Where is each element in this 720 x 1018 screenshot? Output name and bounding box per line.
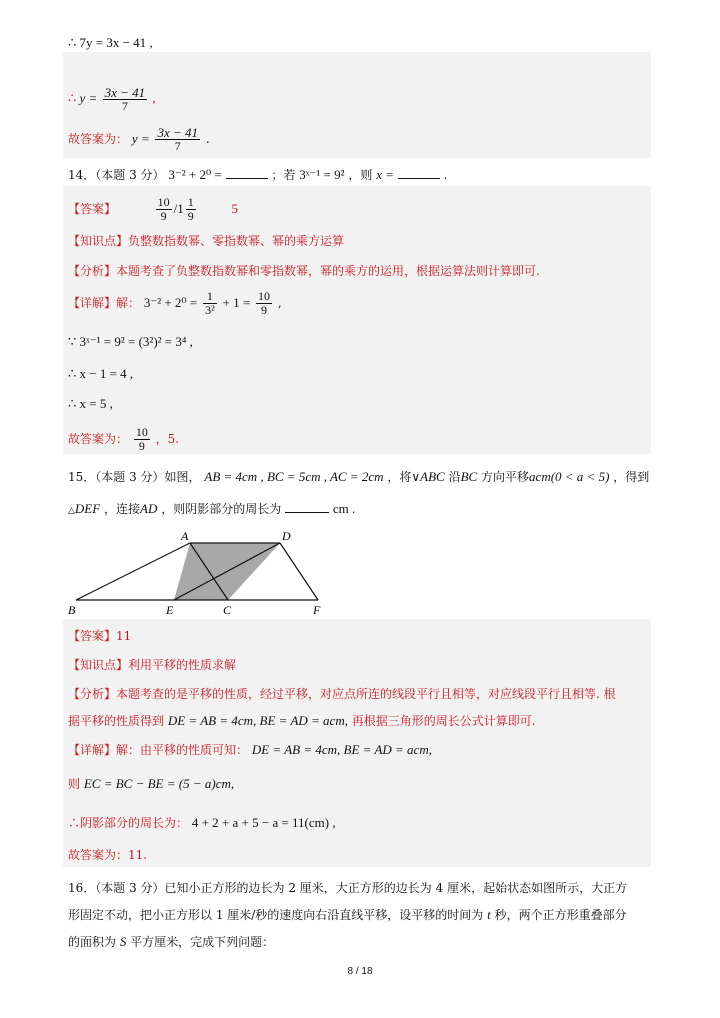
q14-analysis: 【分析】本题考查了负整数指数幂和零指数幂，幂的乘方的运用，根据运算法则计算即可. (68, 264, 540, 278)
label-a: A (181, 529, 189, 543)
page-number: 8 / 18 (347, 966, 373, 977)
answer-blank (285, 500, 329, 513)
q15-answer: 【答案】11 (68, 629, 132, 643)
label-c: C (223, 603, 232, 617)
question-15-stem-1: 15．（本题 3 分）如图， AB = 4cm , BC = 5cm , AC = 2cm ，将∨ABC 沿BC 方向平移acm(0 < a < 5) ，得到 (68, 469, 650, 484)
label-f: F (313, 603, 321, 617)
label-b: B (68, 603, 76, 617)
segment-ab (76, 543, 190, 600)
q14-step-c: ∴ x − 1 = 4 , (68, 366, 134, 381)
q15-step-c: ∴阴影部分的周长为： 4 + 2 + a + 5 − a = 11(cm) , (68, 815, 336, 830)
q15-knowledge: 【知识点】利用平移的性质求解 (68, 658, 237, 672)
answer-block-14 (63, 186, 651, 454)
question-15-stem-2: △DEF ，连接AD ，则阴影部分的周长为 cm . (68, 501, 356, 516)
q14-step-d: ∴ x = 5 , (68, 396, 113, 411)
q15-detail: 【详解】解：由平移的性质可知： DE = AB = 4cm, BE = AD = acm, (68, 742, 432, 757)
question-14-stem: 14．（本题 3 分） 3⁻² + 2⁰ = ；若 3ˣ⁻¹ = 9² ，则 x = . (68, 167, 448, 182)
label-e: E (166, 603, 174, 617)
answer-blank (226, 166, 268, 179)
question-16-line-3: 的面积为 S 平方厘米，完成下列问题： (68, 934, 275, 949)
equation-line-y: ∴ y = $\frac{3x - 41}{7}$ , (68, 85, 156, 113)
q15-final: 故答案为：11. (68, 848, 148, 862)
equation-line-7y: ∴ 7y = 3x − 41 , (68, 35, 153, 50)
q15-step-b: 则 EC = BC − BE = (5 − a)cm, (68, 776, 235, 791)
question-16-line-1: 16．（本题 3 分）已知小正方形的边长为 2 厘米，大正方形的边长为 4 厘米，起始状态如图所示，大正方 (68, 881, 628, 895)
final-answer-previous: 故答案为： y = $\frac{3x - 41}{7}$ . (68, 125, 210, 153)
answer-blank (398, 166, 440, 179)
q14-knowledge: 【知识点】负整数指数幂、零指数幂、幂的乘方运算 (68, 234, 345, 248)
q14-final: 故答案为： $\frac{10}{9}$ ，5. (68, 425, 180, 453)
q14-answer: 【答案】 $\frac{10}{9}$ /1 $\frac{1}{9}$ 5 (68, 195, 238, 223)
q14-detail: 【详解】解： 3⁻² + 2⁰ = $\frac{1}{\text{3²}}$ + 1 = $\frac{10}{9}$ , (68, 289, 282, 317)
translation-figure (62, 526, 342, 618)
segment-df (280, 543, 318, 600)
q14-step-b: ∵ 3ˣ⁻¹ = 9² = (3²)² = 3⁴ , (68, 334, 193, 349)
q15-analysis-1: 【分析】本题考查的是平移的性质，经过平移，对应点所连的线段平行且相等，对应线段平行且相等. 根 (68, 687, 616, 701)
label-d: D (282, 529, 291, 543)
question-16-line-2: 形固定不动，把小正方形以 1 厘米/秒的速度向右沿直线平移，设平移的时间为 t 秒，两个正方形重叠部分 (68, 907, 627, 922)
q15-analysis-2: 据平移的性质得到 DE = AB = 4cm, BE = AD = acm, 再根据三角形的周长公式计算即可. (68, 713, 536, 728)
